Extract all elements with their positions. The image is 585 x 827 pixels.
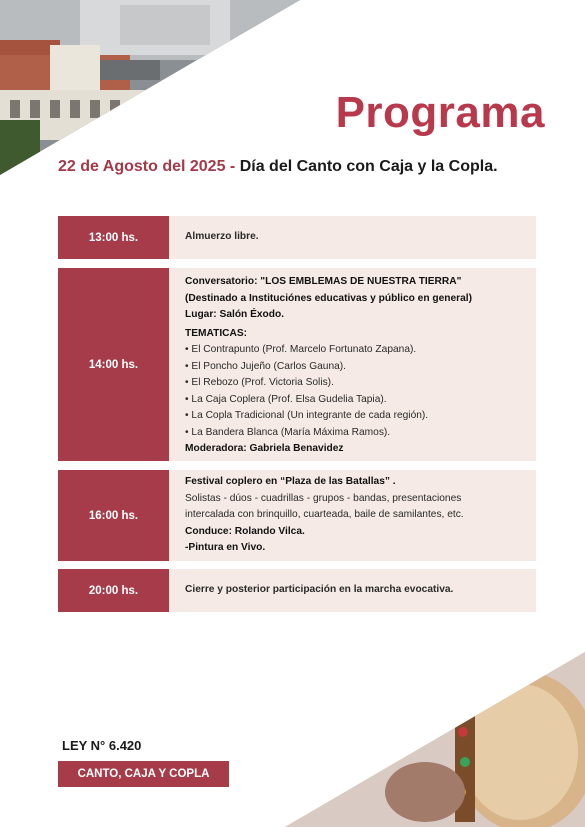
footer-badge: CANTO, CAJA Y COPLA	[58, 761, 229, 787]
list-item: • El Rebozo (Prof. Victoria Solis).	[185, 375, 520, 392]
conversatorio-title: Conversatorio: "LOS EMBLEMAS DE NUESTRA TIERRA"	[185, 276, 462, 287]
schedule-row-1400	[58, 268, 536, 461]
schedule-description	[169, 216, 536, 259]
schedule-row-2000	[58, 569, 536, 612]
law-number: LEY N° 6.420	[62, 738, 142, 753]
list-item: • La Bandera Blanca (María Máxima Ramos).	[185, 425, 520, 442]
festival-extra: -Pintura en Vivo.	[185, 542, 266, 553]
festival-line-2: intercalada con brinquillo, cuarteada, baile de samilantes, etc.	[185, 509, 464, 520]
schedule-description	[169, 569, 536, 612]
list-item: • El Contrapunto (Prof. Marcelo Fortunato Zapana).	[185, 342, 520, 359]
list-item: • El Poncho Jujeño (Carlos Gauna).	[185, 359, 520, 376]
schedule-text: Almuerzo libre.	[185, 231, 259, 243]
topics-heading: TEMATICAS:	[185, 327, 248, 339]
schedule-time: 16:00 hs.	[58, 470, 169, 561]
caja-drum-photo	[285, 652, 585, 827]
festival-title: Festival coplero en “Plaza de las Batallas” .	[185, 476, 396, 487]
event-name: Día del Canto con Caja y la Copla.	[239, 158, 498, 175]
moderator: Moderadora: Gabriela Benavidez	[185, 443, 344, 454]
schedule-time: 14:00 hs.	[58, 268, 169, 461]
schedule-description	[169, 470, 536, 561]
festival-host: Conduce: Rolando Vilca.	[185, 525, 305, 537]
schedule-description	[169, 268, 536, 461]
list-item: • La Copla Tradicional (Un integrante de cada región).	[185, 408, 520, 425]
schedule-text: Cierre y posterior participación en la marcha evocativa.	[185, 584, 454, 596]
conversatorio-place: Lugar: Salón Éxodo.	[185, 309, 285, 320]
schedule-time: 20:00 hs.	[58, 569, 169, 612]
event-subtitle	[58, 158, 498, 176]
schedule-time: 13:00 hs.	[58, 216, 169, 259]
schedule-row-1300	[58, 216, 536, 259]
list-item: • La Caja Coplera (Prof. Elsa Gudelia Tapia).	[185, 392, 520, 409]
schedule-row-1600	[58, 470, 536, 561]
festival-line-1: Solistas - dúos - cuadrillas - grupos - bandas, presentaciones	[185, 492, 462, 504]
topics-list	[185, 342, 520, 441]
subtitle-separator: -	[229, 158, 236, 175]
event-date: 22 de Agosto del 2025	[58, 158, 226, 175]
page-title: Programa	[335, 88, 545, 137]
conversatorio-audience: (Destinado a Instituciónes educativas y público en general)	[185, 292, 473, 304]
